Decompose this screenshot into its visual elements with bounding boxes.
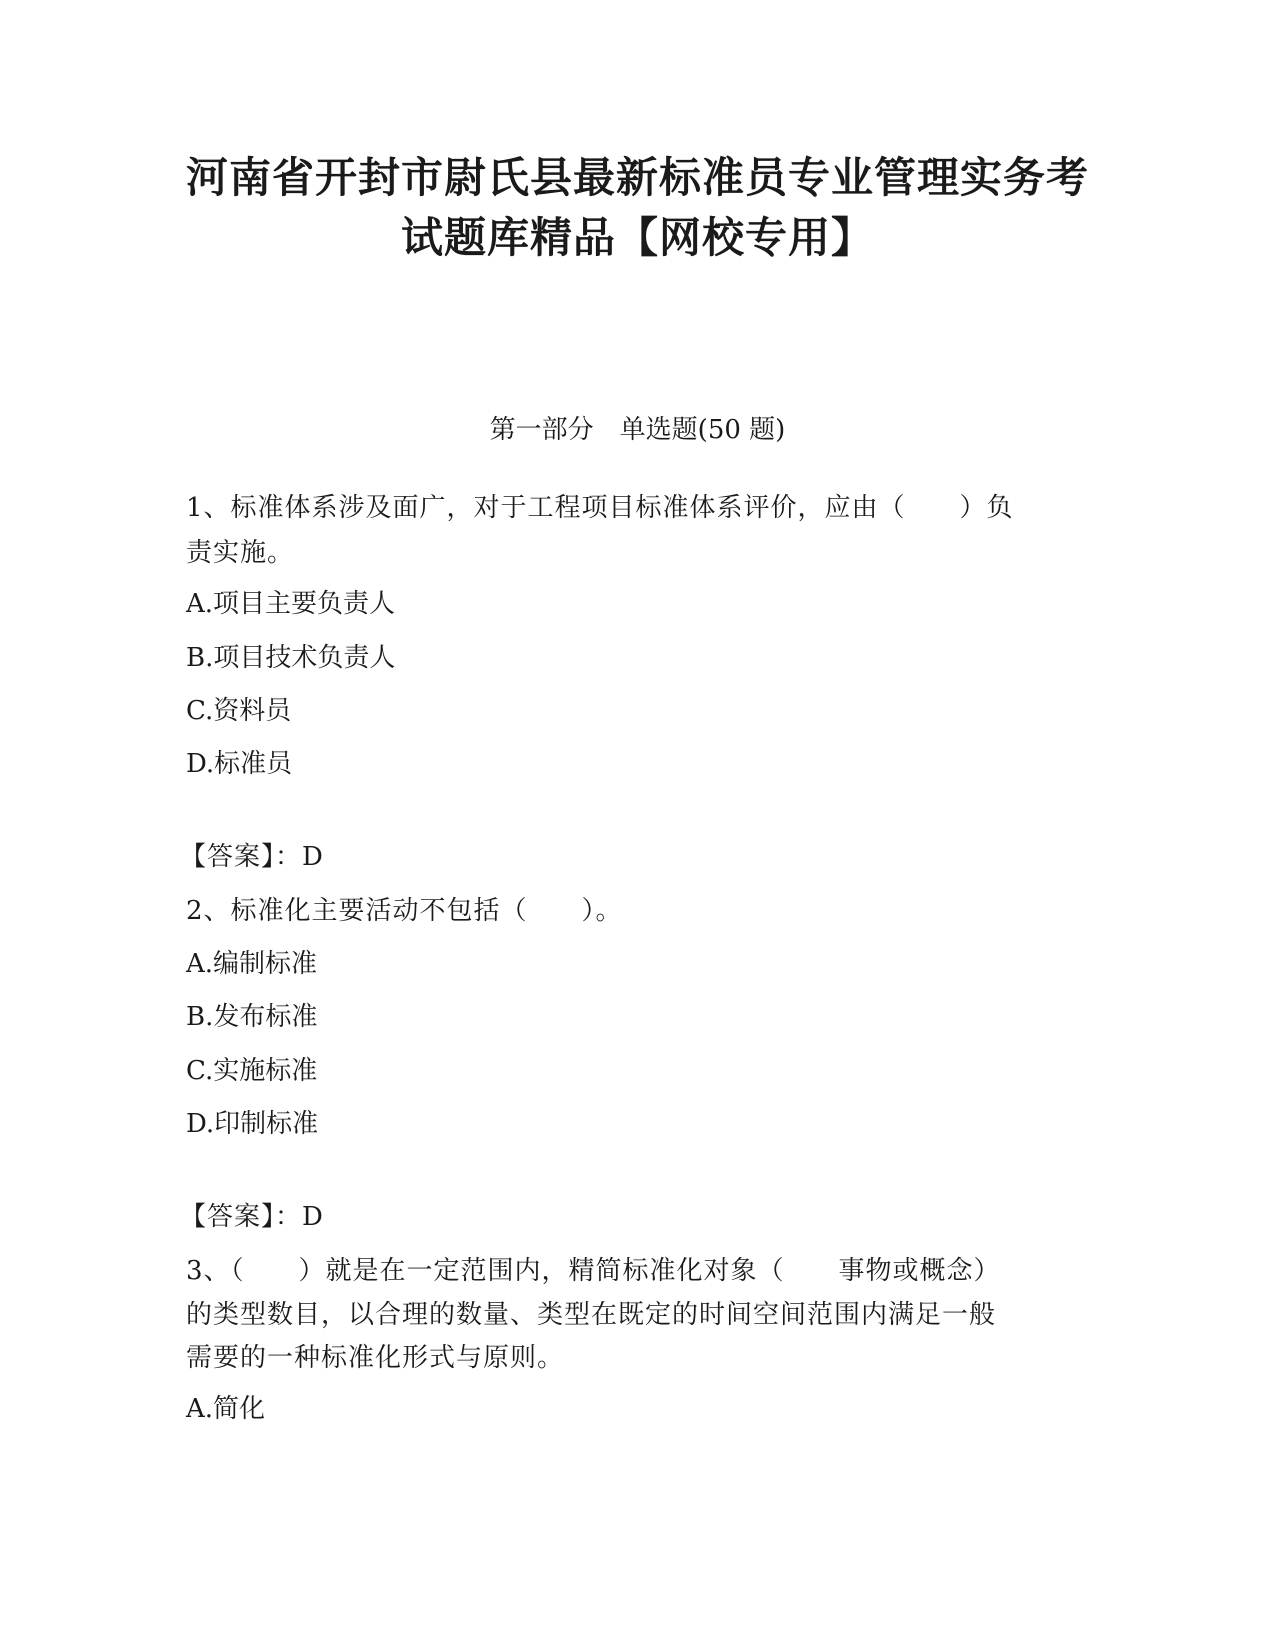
option-c: C.实施标准	[186, 1056, 318, 1086]
option-c: C.资料员	[186, 696, 292, 726]
option-b: B.项目技术负责人	[186, 643, 396, 673]
answer-label: 【答案】：D	[180, 842, 324, 872]
option-a: A.项目主要负责人	[186, 589, 396, 619]
section-heading: 第一部分 单选题(50 题)	[489, 415, 786, 445]
document-title	[160, 148, 1115, 268]
title-line-1: 河南省开封市尉氏县最新标准员专业管理实务考	[185, 153, 1089, 202]
option-a: A.简化	[186, 1394, 266, 1424]
question-stem: 1、标准体系涉及面广，对于工程项目标准体系评价，应由（ ）负	[186, 493, 1014, 523]
answer-label: 【答案】：D	[180, 1202, 324, 1232]
question-stem: 2、标准化主要活动不包括（ ）。	[186, 896, 623, 926]
option-d: D.标准员	[186, 749, 293, 779]
title-line-2: 试题库精品【网校专用】	[400, 213, 874, 262]
option-d: D.印制标准	[186, 1109, 319, 1139]
option-a: A.编制标准	[186, 949, 318, 979]
question-stem: 责实施。	[186, 538, 295, 568]
question-stem: 的类型数目，以合理的数量、类型在既定的时间空间范围内满足一般	[186, 1300, 997, 1330]
question-stem: 需要的一种标准化形式与原则。	[186, 1343, 565, 1373]
option-b: B.发布标准	[186, 1002, 318, 1032]
question-stem: 3、（ ）就是在一定范围内，精简标准化对象（ 事物或概念）	[186, 1256, 1001, 1286]
